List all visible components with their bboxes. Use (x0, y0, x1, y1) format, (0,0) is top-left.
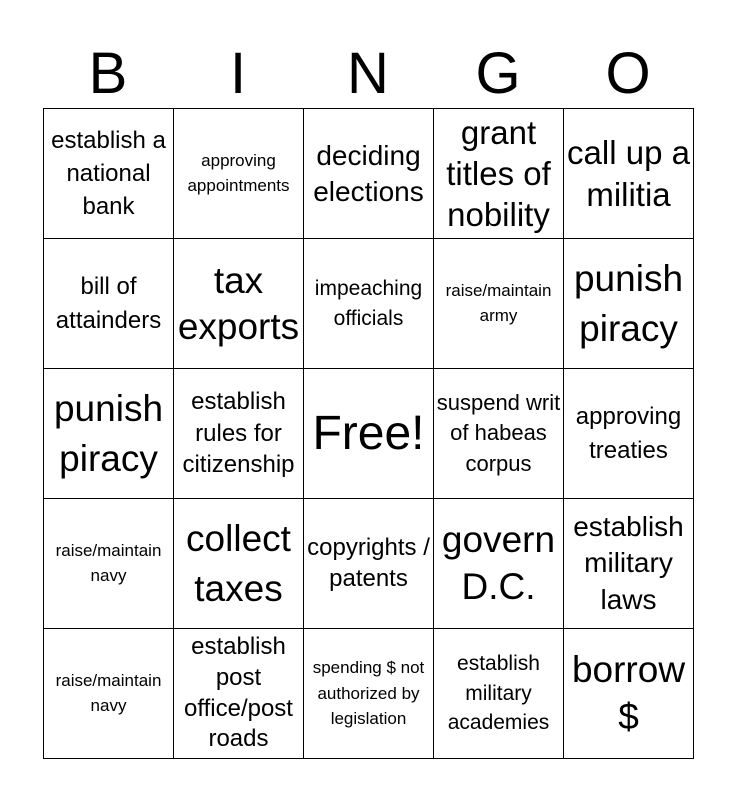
bingo-cell[interactable] (434, 629, 564, 759)
cell-text: establish post office/post roads (184, 633, 293, 753)
bingo-cell[interactable] (44, 239, 174, 369)
cell-text: call up a militia (567, 134, 690, 213)
cell-text: suspend writ of habeas corpus (436, 389, 561, 476)
cell-text: bill of attainders (55, 273, 162, 334)
bingo-cell[interactable] (174, 239, 304, 369)
cell-text: tax exports (177, 260, 300, 347)
header-letter-i: I (229, 41, 247, 106)
bingo-cell[interactable] (434, 239, 564, 369)
cell-text: grant titles of nobility (446, 113, 551, 234)
bingo-cell[interactable] (44, 499, 174, 629)
bingo-cell[interactable] (304, 109, 434, 239)
bingo-cell[interactable] (564, 499, 694, 629)
bingo-cell[interactable] (434, 109, 564, 239)
cell-text: impeaching officials (314, 277, 423, 330)
header-letter-b: B (88, 41, 128, 106)
cell-text: raise/maintain army (445, 280, 552, 325)
bingo-cell[interactable] (564, 369, 694, 499)
header-letter-g: G (475, 41, 521, 106)
bingo-cell[interactable] (304, 239, 434, 369)
bingo-cell[interactable] (174, 109, 304, 239)
bingo-header (43, 40, 693, 108)
bingo-cell[interactable] (44, 629, 174, 759)
cell-text: raise/maintain navy (55, 670, 162, 715)
bingo-cell[interactable] (564, 109, 694, 239)
cell-text: establish a national bank (51, 126, 166, 221)
bingo-cell[interactable] (434, 369, 564, 499)
cell-text: collect taxes (186, 517, 291, 609)
cell-text: punish piracy (53, 387, 164, 479)
cell-text: Free! (312, 406, 425, 460)
cell-text: punish piracy (573, 257, 684, 349)
bingo-cell[interactable] (304, 369, 434, 499)
bingo-cell[interactable] (44, 109, 174, 239)
cell-text: approving treaties (575, 403, 682, 464)
cell-text: spending $ not authorized by legislation (312, 658, 425, 729)
header-letter-o: O (605, 41, 651, 106)
bingo-cell[interactable] (174, 369, 304, 499)
cell-text: raise/maintain navy (55, 540, 162, 585)
bingo-cell[interactable] (434, 499, 564, 629)
bingo-cell[interactable] (174, 499, 304, 629)
bingo-cell[interactable] (564, 239, 694, 369)
cell-text: copyrights / patents (307, 533, 430, 592)
header-letter-n: N (347, 41, 389, 106)
bingo-cell[interactable] (44, 369, 174, 499)
cell-text: establish military academies (447, 651, 550, 735)
cell-text: borrow $ (571, 649, 686, 737)
bingo-cell[interactable] (564, 629, 694, 759)
bingo-cell[interactable] (304, 499, 434, 629)
cell-text: deciding elections (313, 139, 424, 207)
bingo-cell[interactable] (174, 629, 304, 759)
cell-text: govern D.C. (441, 519, 556, 607)
bingo-grid (43, 108, 694, 759)
bingo-cell[interactable] (304, 629, 434, 759)
cell-text: establish rules for citizenship (182, 387, 295, 479)
cell-text: establish military laws (573, 510, 684, 615)
cell-text: approving appointments (187, 150, 290, 195)
